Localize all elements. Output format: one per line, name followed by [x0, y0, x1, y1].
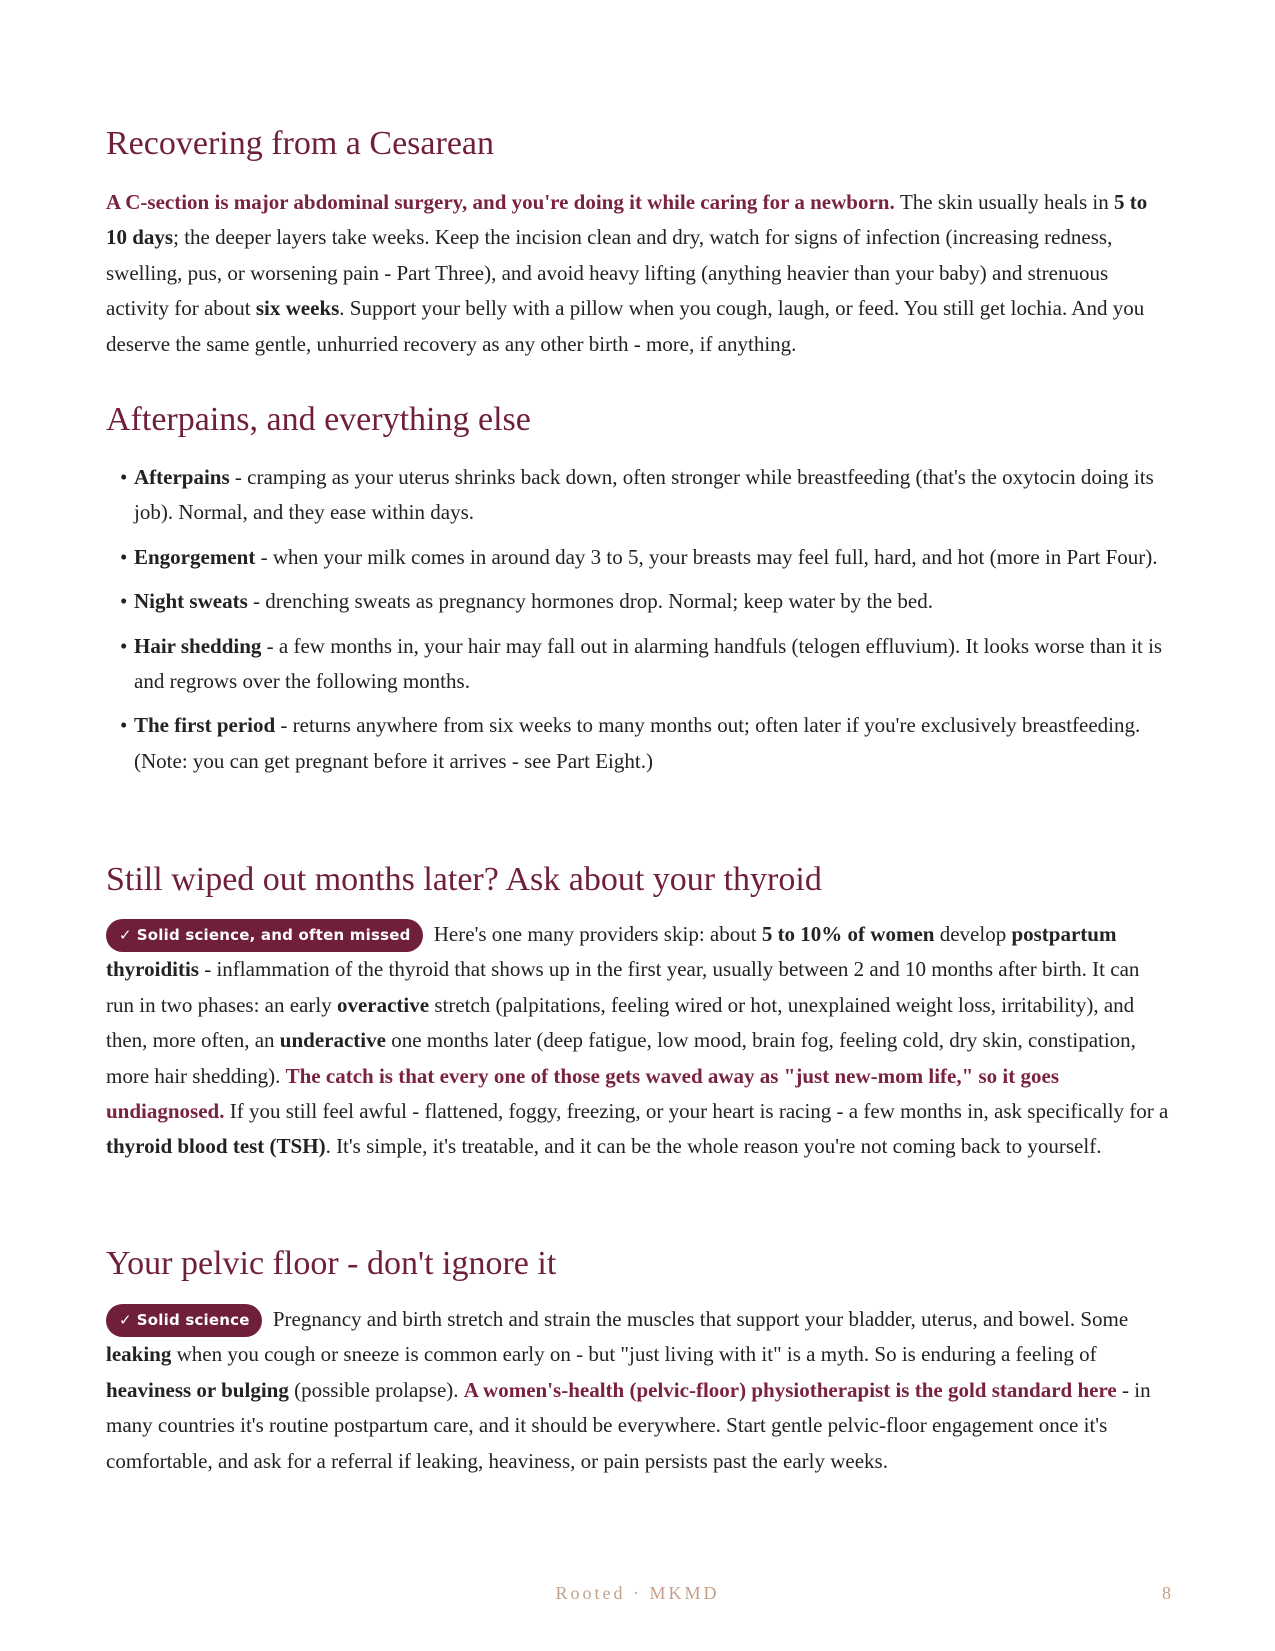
bullet-icon: • [120, 544, 128, 569]
text-run: . It's simple, it's treatable, and it can be the whole reason you're not coming back to yourself. [325, 1134, 1102, 1159]
key-point-highlight: A women's-health (pelvic-floor) physiotherapist is the gold standard here [463, 1377, 1122, 1402]
section-heading-pelvic: Your pelvic floor - don't ignore it [106, 1245, 557, 1282]
bold-term: underactive [279, 1028, 386, 1053]
bold-term: 5 to 10% of women [761, 922, 935, 946]
bold-term: postpartum thyroiditis [106, 922, 1117, 982]
section-heading-cesarean: Recovering from a Cesarean [106, 125, 494, 162]
footer-brand: Rooted · MKMD [555, 1583, 720, 1603]
list-item-text: - when your milk comes in around day 3 to 5, your breasts may feel full, hard, and hot (more in Part Four). [255, 544, 1158, 569]
check-icon: ✓ [119, 926, 132, 944]
badge-label: Solid science [136, 1311, 250, 1329]
text-run: - inflammation of the thyroid that shows up in the first year, usually between 2 and 10 months after birth. It can run in two phases: an early [106, 957, 1140, 1017]
section-heading-thyroid: Still wiped out months later? Ask about your thyroid [106, 861, 822, 898]
text-run: Here's one many providers skip: about [428, 922, 762, 946]
text-run: when you cough or sneeze is common early on - but "just living with it" is a myth. So is enduring a feeling of [171, 1342, 1097, 1367]
section-paragraph-pelvic [106, 1302, 1172, 1479]
list-item [106, 584, 1172, 619]
check-icon: ✓ [119, 1311, 132, 1329]
list-item-term: Hair shedding [134, 633, 262, 658]
text-run: . Support your belly with a pillow when you cough, laugh, or feed. You still get lochia. And you deserve the same gentle, unhurried recovery as any other birth - more, if anything. [106, 296, 1145, 356]
section-paragraph-thyroid [106, 917, 1172, 1165]
list-item-text: - a few months in, your hair may fall out in alarming handfuls (telogen effluvium). It looks worse than it is and regrows over the following months. [134, 633, 1163, 694]
text-run: The skin usually heals in [899, 190, 1115, 214]
bold-term: six weeks [255, 296, 340, 321]
bullet-icon: • [120, 589, 128, 614]
page-number: 8 [1162, 1583, 1171, 1603]
list-item-term: Engorgement [134, 544, 256, 569]
list-item-term: Night sweats [134, 589, 248, 614]
list-item-term: Afterpains [134, 465, 230, 489]
text-run: If you still feel awful - flattened, foggy, freezing, or your heart is racing - a few months in, ask specifically for a [229, 1099, 1169, 1124]
badge-label: Solid science, and often missed [136, 926, 411, 944]
key-point-highlight: A C-section is major abdominal surgery, and you're doing it while caring for a newborn. [106, 190, 900, 214]
text-run: - in many countries it's routine postpartum care, and it should be everywhere. Start gentle pelvic-floor engagement once it's comfortable, and ask for a referral if leaking, heaviness, or pain persists past the early weeks. [106, 1377, 1151, 1473]
text-run: (possible prolapse). [288, 1377, 464, 1402]
section-heading-afterpains: Afterpains, and everything else [106, 401, 531, 438]
bold-term: overactive [336, 992, 430, 1017]
list-item-text: - cramping as your uterus shrinks back down, often stronger while breastfeeding (that's the oxytocin doing its job). Normal, and they ease within days. [134, 465, 1154, 525]
section-paragraph-cesarean [106, 185, 1172, 362]
list-item [106, 708, 1172, 779]
afterpains-list [106, 460, 1172, 788]
bold-term: 5 to 10 days [106, 190, 1148, 250]
evidence-badge [106, 919, 423, 952]
list-item [106, 540, 1172, 575]
list-item [106, 460, 1172, 531]
text-run: stretch (palpitations, feeling wired or hot, unexplained weight loss, irritability), and then, more often, an [106, 992, 1135, 1053]
evidence-badge [106, 1304, 262, 1337]
bullet-icon: • [120, 713, 128, 738]
list-item-term: The first period [134, 713, 276, 738]
list-item [106, 629, 1172, 700]
text-run: ; the deeper layers take weeks. Keep the incision clean and dry, watch for signs of infection (increasing redness, swelling, pus, or worsening pain - Part Three), and avoid heavy lifting (anything heavier than your baby) and strenuous activity for about [106, 225, 1113, 321]
bold-term: heaviness or bulging [106, 1377, 289, 1402]
text-run: one months later (deep fatigue, low mood, brain fog, feeling cold, dry skin, constipation, more hair shedding). [106, 1028, 1136, 1088]
list-item-text: - returns anywhere from six weeks to many months out; often later if you're exclusively breastfeeding. (Note: you can get pregnant before it arrives - see Part Eight.) [134, 713, 1141, 773]
text-run: develop [934, 922, 1012, 946]
text-run: Pregnancy and birth stretch and strain the muscles that support your bladder, uterus, and bowel. Some [267, 1307, 1129, 1331]
bold-term: thyroid blood test (TSH) [106, 1134, 326, 1159]
bold-term: leaking [106, 1342, 172, 1367]
bullet-icon: • [120, 465, 128, 489]
list-item-text: - drenching sweats as pregnancy hormones drop. Normal; keep water by the bed. [247, 589, 933, 614]
key-point-highlight: The catch is that every one of those gets waved away as "just new-mom life," so it goes undiagnosed. [106, 1063, 1060, 1124]
bullet-icon: • [120, 633, 128, 658]
